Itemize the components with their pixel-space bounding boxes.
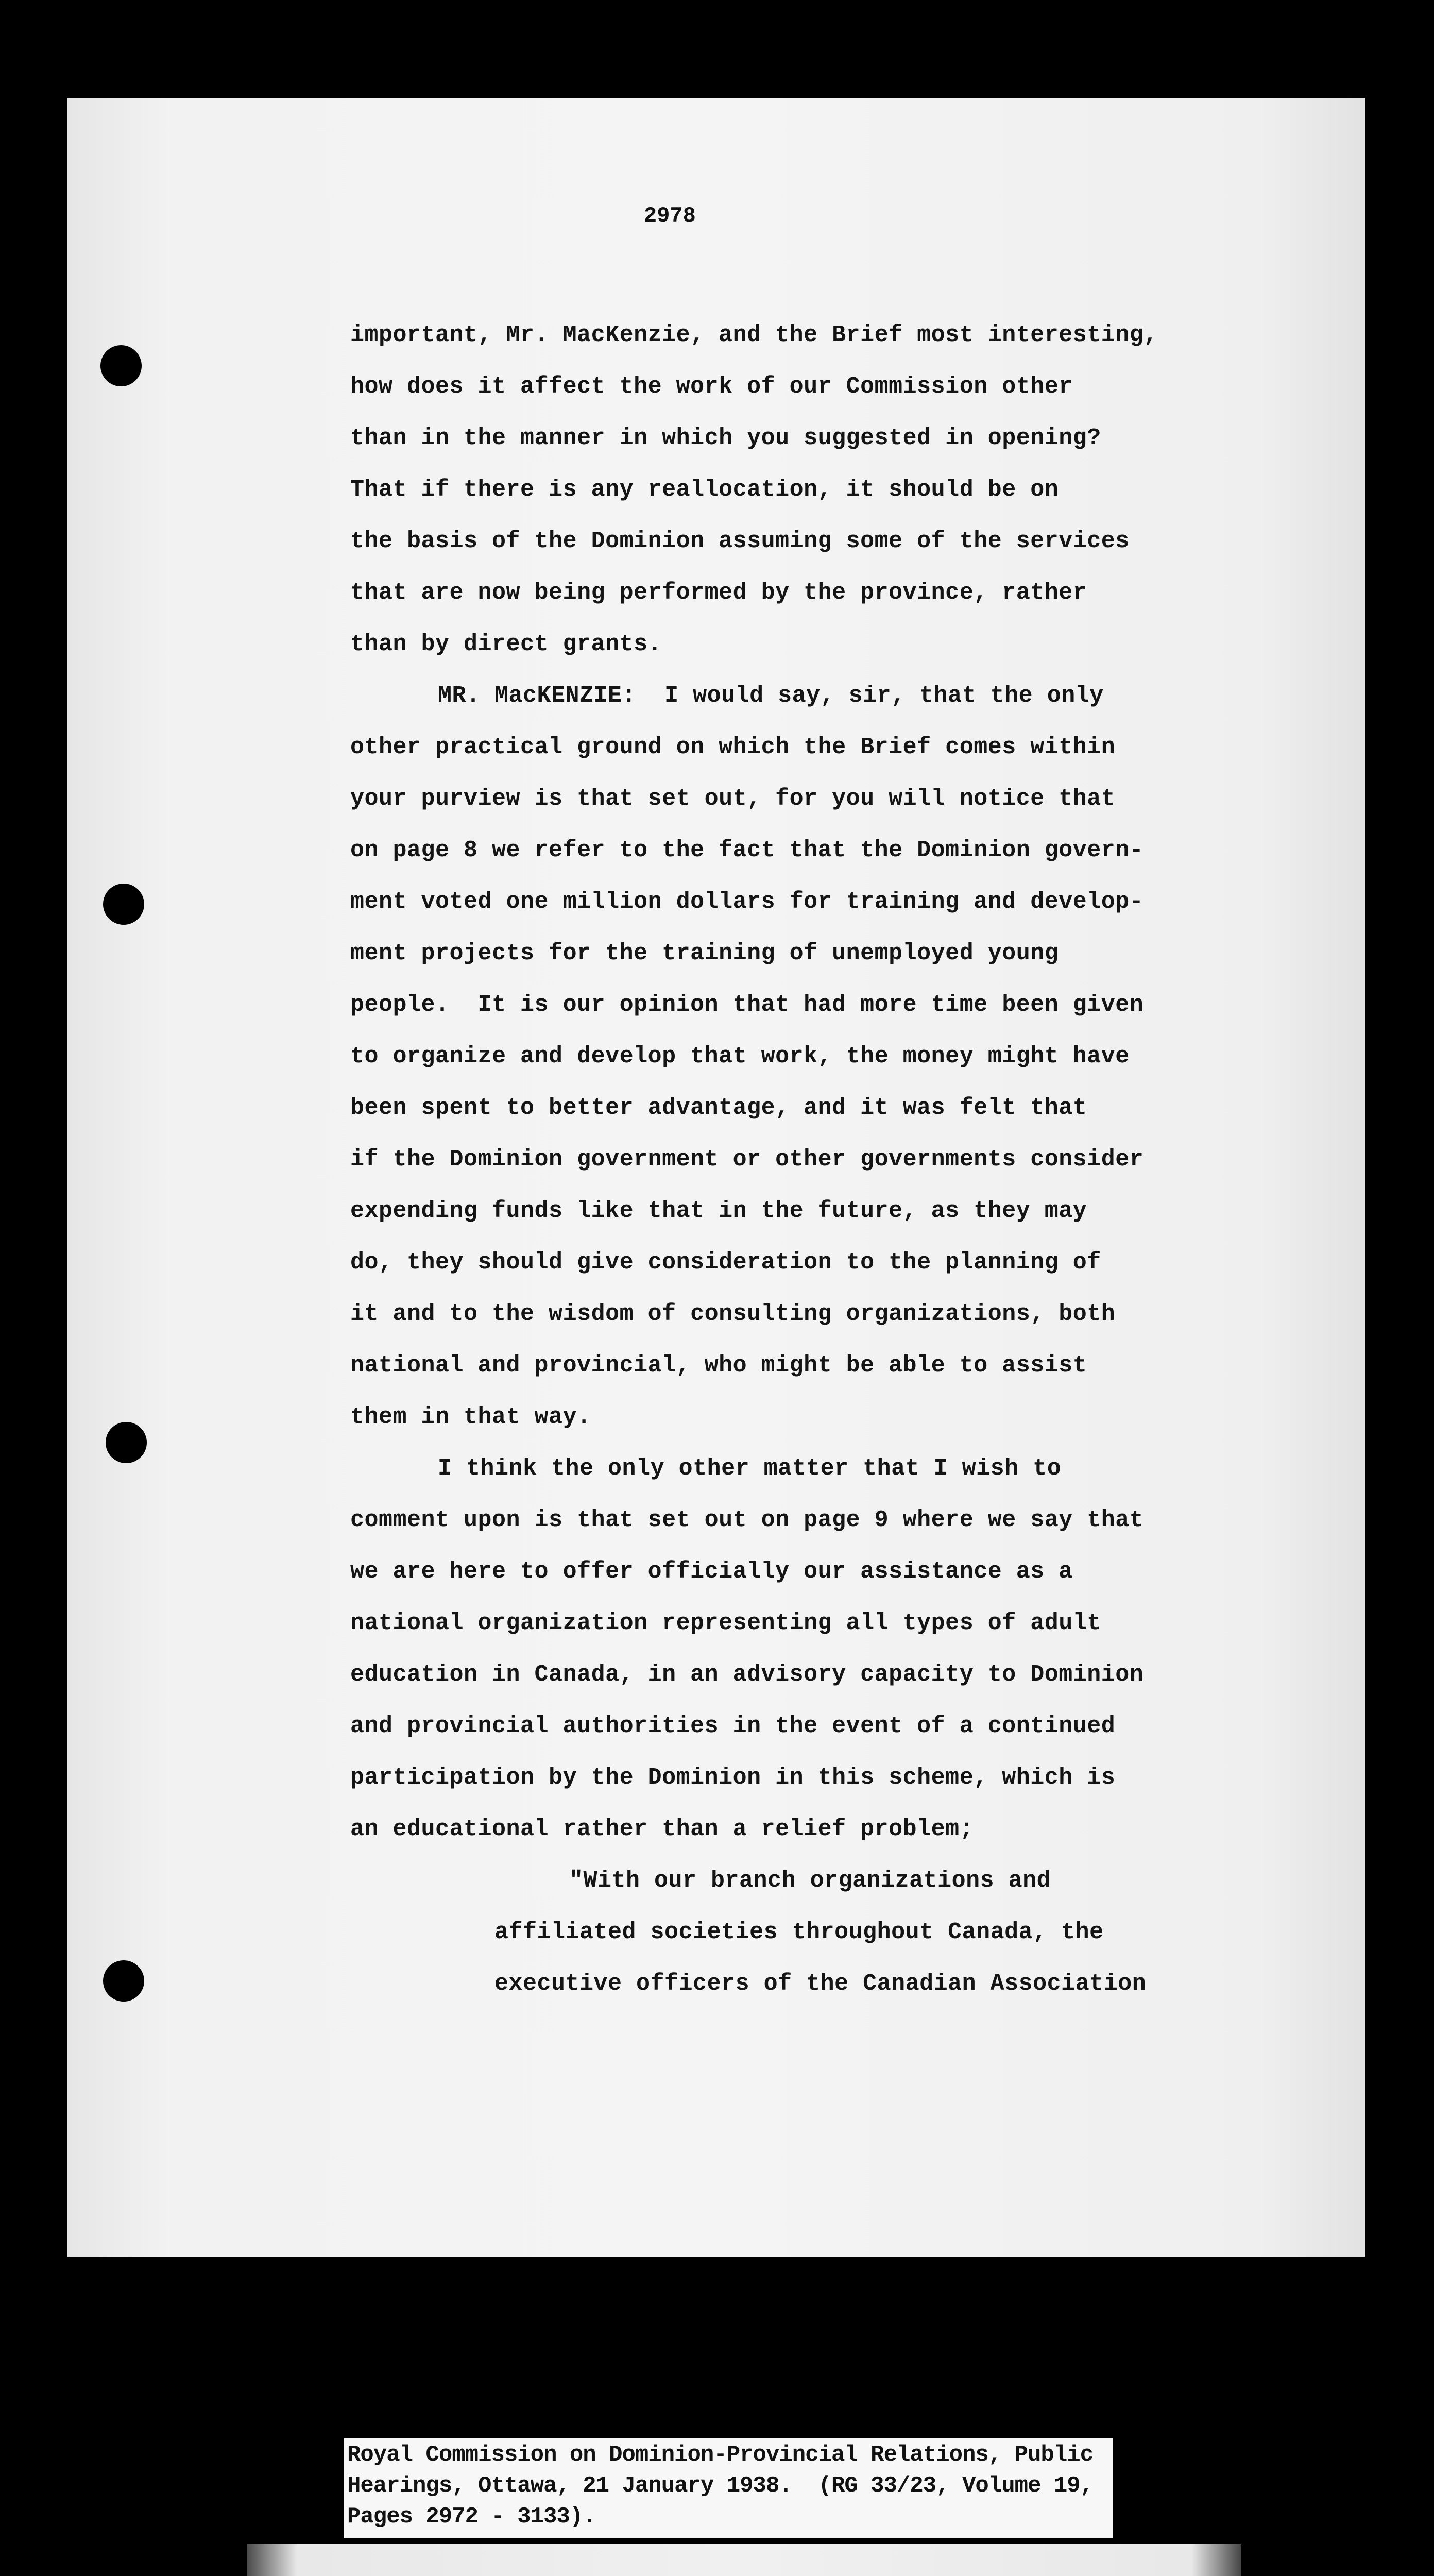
text-line: I think the only other matter that I wish to — [438, 1455, 1062, 1482]
text-line: people. It is our opinion that had more time been given — [350, 992, 1144, 1018]
text-line: them in that way. — [350, 1404, 591, 1430]
text-line: on page 8 we refer to the fact that the Dominion govern- — [350, 837, 1144, 863]
text-line: an educational rather than a relief problem; — [350, 1816, 974, 1842]
page-number: 2978 — [644, 204, 696, 228]
text-line: if the Dominion government or other governments consider — [350, 1146, 1144, 1173]
text-line: participation by the Dominion in this scheme, which is — [350, 1765, 1116, 1791]
text-line: we are here to offer officially our assistance as a — [350, 1558, 1073, 1585]
text-line: expending funds like that in the future, as they may — [350, 1198, 1087, 1224]
quote-line: "With our branch organizations and — [569, 1868, 1051, 1894]
text-line: than in the manner in which you suggested in opening? — [350, 425, 1101, 451]
quote-line: affiliated societies throughout Canada, the — [494, 1919, 1104, 1945]
text-line: education in Canada, in an advisory capacity to Dominion — [350, 1662, 1144, 1688]
text-line: than by direct grants. — [350, 631, 662, 657]
archive-reference-label — [344, 2438, 1113, 2538]
text-line: that are now being performed by the province, rather — [350, 580, 1087, 606]
text-line: do, they should give consideration to the planning of — [350, 1249, 1101, 1276]
punch-hole — [103, 884, 144, 925]
punch-hole — [106, 1422, 147, 1463]
text-line: national organization representing all types of adult — [350, 1610, 1101, 1636]
text-line: it and to the wisdom of consulting organizations, both — [350, 1301, 1116, 1327]
punch-hole — [103, 1960, 144, 2002]
text-line: and provincial authorities in the event of a continued — [350, 1713, 1116, 1739]
reference-line: Pages 2972 - 3133). — [347, 2504, 596, 2530]
speaker-line: MR. MacKENZIE: I would say, sir, that the only — [438, 683, 1104, 709]
text-line: ment voted one million dollars for training and develop- — [350, 889, 1144, 915]
text-line: ment projects for the training of unemployed young — [350, 940, 1059, 967]
text-line: how does it affect the work of our Commission other — [350, 374, 1073, 400]
text-line: important, Mr. MacKenzie, and the Brief most interesting, — [350, 322, 1158, 348]
text-line: your purview is that set out, for you will notice that — [350, 786, 1116, 812]
text-line: to organize and develop that work, the money might have — [350, 1043, 1130, 1070]
quote-line: executive officers of the Canadian Association — [494, 1971, 1147, 1997]
text-line: comment upon is that set out on page 9 where we say that — [350, 1507, 1144, 1533]
reference-line: Hearings, Ottawa, 21 January 1938. (RG 33/23, Volume 19, — [347, 2473, 1094, 2499]
text-line: national and provincial, who might be able to assist — [350, 1352, 1087, 1379]
punch-hole — [100, 345, 142, 386]
text-line: the basis of the Dominion assuming some of the services — [350, 528, 1130, 554]
reference-line: Royal Commission on Dominion-Provincial Relations, Public — [347, 2442, 1094, 2468]
text-line: other practical ground on which the Brief comes within — [350, 734, 1116, 760]
archive-stamp — [247, 2544, 1241, 2576]
text-line: That if there is any reallocation, it should be on — [350, 477, 1059, 503]
text-line: been spent to better advantage, and it was felt that — [350, 1095, 1087, 1121]
